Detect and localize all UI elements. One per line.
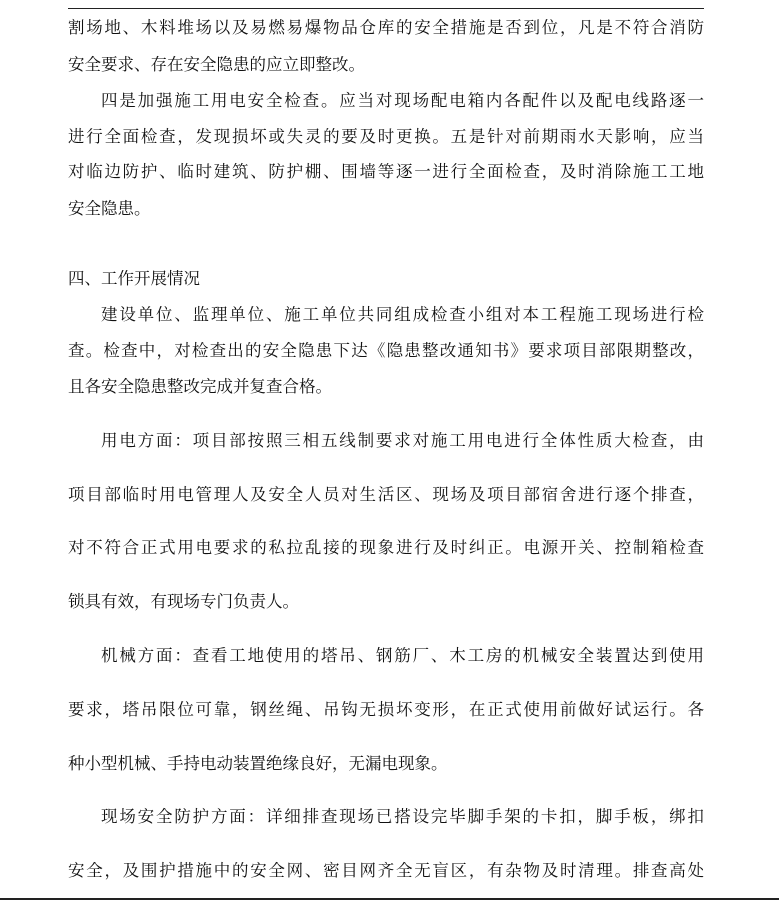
text-line: 进行全面检查，发现损坏或失灵的要及时更换。五是针对前期雨水天影响，应当	[68, 127, 704, 146]
text-line: 锁具有效，有现场专门负责人。	[68, 592, 299, 611]
text-line: 机械方面：查看工地使用的塔吊、钢筋厂、木工房的机械安全装置达到使用	[101, 646, 704, 665]
text-line: 割场地、木料堆场以及易燃易爆物品仓库的安全措施是否到位，凡是不符合消防	[68, 18, 704, 37]
section-heading: 四、工作开展情况	[68, 269, 200, 288]
text-line: 对不符合正式用电要求的私拉乱接的现象进行及时纠正。电源开关、控制箱检查	[68, 538, 704, 557]
text-line: 安全要求、存在安全隐患的应立即整改。	[68, 55, 365, 74]
text-line: 现场安全防护方面：详细排查现场已搭设完毕脚手架的卡扣，脚手板，绑扣	[101, 807, 704, 826]
text-line: 安全，及围护措施中的安全网、密目网齐全无盲区，有杂物及时清理。排查高处	[68, 861, 704, 880]
text-line: 对临边防护、临时建筑、防护棚、围墙等逐一进行全面检查，及时消除施工工地	[68, 162, 704, 181]
text-line: 用电方面：项目部按照三相五线制要求对施工用电进行全体性质大检查，由	[101, 431, 704, 450]
top-rule	[68, 8, 704, 9]
text-line: 建设单位、监理单位、施工单位共同组成检查小组对本工程施工现场进行检	[101, 305, 704, 324]
bottom-rule	[0, 898, 779, 900]
text-line: 种小型机械、手持电动装置绝缘良好，无漏电现象。	[68, 754, 448, 773]
text-line: 四是加强施工用电安全检查。应当对现场配电箱内各配件以及配电线路逐一	[101, 91, 704, 110]
text-line: 安全隐患。	[68, 199, 151, 218]
text-line: 项目部临时用电管理人及安全人员对生活区、现场及项目部宿舍进行逐个排查，	[68, 485, 704, 504]
text-line: 且各安全隐患整改完成并复查合格。	[68, 377, 332, 396]
text-line: 查。检查中，对检查出的安全隐患下达《隐患整改通知书》要求项目部限期整改，	[68, 341, 704, 360]
text-line: 要求，塔吊限位可靠，钢丝绳、吊钩无损坏变形，在正式使用前做好试运行。各	[68, 700, 704, 719]
